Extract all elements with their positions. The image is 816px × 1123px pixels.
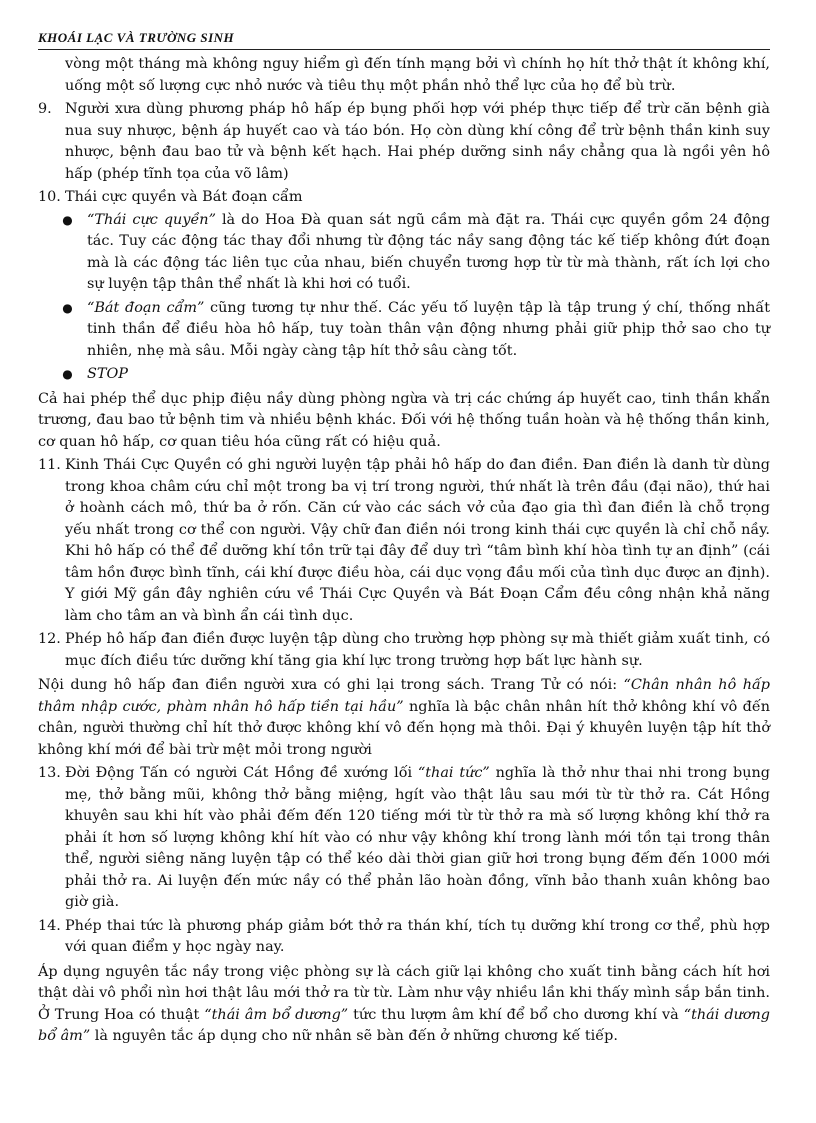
- term-bat-doan-cam: “Bát đoạn cẩm”: [87, 299, 205, 316]
- item-text: Phép thai tức là phương pháp giảm bớt thở ra thán khí, tích tụ dưỡng khí trong cơ thể, phù hợp với quan điểm y học ngày nay.: [65, 917, 770, 955]
- term-thai-cuc-quyen: “Thái cực quyền”: [87, 211, 216, 228]
- paragraph: [38, 675, 770, 761]
- text-run: nghĩa là thở như thai nhi trong bụng mẹ, thở bằng mũi, không thở bằng miệng, hgít vào thật lâu sau mới từ từ thở ra. Cát Hồng khuyên sau khi hít vào phải đếm đến 120 tiếng mới từ từ thở ra mà số lượng không khí thở ra phải ít hơn số lượng không khí hít vào có như vậy không khí trong lành mới tồn tại trong thân thể, người siêng năng luyện tập có thể kéo dài thời gian giữ hơi trong bụng đếm đến 1000 mới phải thở ra. Ai luyện đến mức nầy có thể phản lão hoàn đồng, vĩnh bảo thanh xuân không bao giờ già.: [65, 765, 770, 910]
- list-item-text: cũng tương tự như thế. Các yếu tố luyện tập là tập trung ý chí, thống nhất tinh thần để điều hòa hô hấp, tuy toàn thân vận động nhưng phải giữ phịp thở sao cho tự nhiên, nhẹ mà sâu. Mỗi ngày càng tập hít thở sâu càng tốt.: [87, 299, 770, 359]
- item-text: Phép hô hấp đan điền được luyện tập dùng cho trường hợp phòng sự mà thiết giảm xuất tinh, có mục đích điều tức dưỡng khí tăng gia khí lực trong trường hợp bất lực hành sự.: [65, 631, 770, 669]
- bullet-list: [38, 210, 770, 386]
- item-number: 10.: [38, 189, 61, 205]
- item-text: Kinh Thái Cực Quyền có ghi người luyện tập phải hô hấp do đan điền. Đan điền là danh từ dùng trong khoa châm cứu chỉ một trong ba vị trí trong người, thứ nhất là trên đầu (đại não), thứ hai ở hoành cách mô, thứ ba ở rốn. Căn cứ vào các sách vở của đạo gia thì đan điền là chỗ trọng yếu nhất trong cơ thể con người. Vậy chữ đan điền nói trong kinh thái cực quyền là chỉ chỗ nầy. Khi hô hấp có thể để dưỡng khí tồn trữ tại đây để duy trì “tâm bình khí hòa tình tự an định” (cái tâm hồn được bình tĩnh, cái khí được điều hòa, cái dục vọng đầu mối của tình dục được an định). Y giới Mỹ gần đây nghiên cứu về Thái Cực Quyền và Bát Đoạn Cẩm đều công nhận khả năng làm cho tâm an và bình ẩn cái tình dục.: [65, 457, 770, 624]
- stop-label: STOP: [87, 366, 128, 382]
- numbered-item-12: [38, 629, 770, 672]
- numbered-item-14: [38, 916, 770, 959]
- bullet-icon: ●: [62, 300, 73, 315]
- text-run: Đời Động Tấn có người Cát Hồng đề xướng lối: [65, 765, 418, 781]
- bullet-icon: ●: [62, 212, 73, 227]
- item-text: Thái cực quyền và Bát đoạn cẩm: [65, 189, 303, 205]
- item-number: 14.: [38, 917, 61, 934]
- running-header: KHOÁI LẠC VÀ TRƯỜNG SINH: [38, 30, 770, 50]
- item-number: 11.: [38, 457, 61, 473]
- text-run: tức thu lượm âm khí để bổ cho dương khí và: [348, 1006, 684, 1023]
- paragraph: Cả hai phép thể dục phịp điệu nầy dùng phòng ngừa và trị các chứng áp huyết cao, tinh thần khẩn trương, đau bao tử bệnh tim và nhiều bệnh khác. Đối với hệ thống tuần hoàn và hệ thống thần kinh, cơ quan hô hấp, cơ quan tiêu hóa cũng rất có hiệu quả.: [38, 390, 770, 450]
- list-item-text: là do Hoa Đà quan sát ngũ cầm mà đặt ra. Thái cực quyền gồm 24 động tác. Tuy các động tác thay đổi nhưng từ động tác nầy sang động tác kế tiếp không đứt đoạn mà là các động tác liên tục của nhau, biến chuyển tương hợp từ từ mà thành, rất ích lợi cho sự luyện tập thân thể nhất là khi hơi có tuổi.: [87, 211, 771, 292]
- item-number: 13.: [38, 765, 61, 781]
- bullet-icon: ●: [62, 367, 73, 381]
- text-run: nghĩa là bậc chân nhân hít thở không khí vô đến chân, người thường chỉ hít thở được không khí vô đến họng mà thôi. Đại ý khuyên luyện tập hít thở không khí mới để bài trừ mệt mỏi trong người: [38, 698, 771, 758]
- item-number: 12.: [38, 631, 61, 647]
- term-thai-tuc: “thai tức”: [417, 765, 490, 781]
- numbered-item-10: [38, 187, 770, 209]
- list-item: [38, 210, 770, 296]
- item-number: 9.: [38, 101, 52, 117]
- list-item: [38, 298, 770, 363]
- text-run: là nguyên tắc áp dụng cho nữ nhân sẽ bàn đến ở những chương kế tiếp.: [90, 1028, 618, 1044]
- term-thai-am-bo-duong: “thái âm bổ dương”: [204, 1006, 349, 1023]
- list-item: [38, 364, 770, 386]
- document-page: [38, 30, 770, 1048]
- term-thai-duong-bo-am: “thái dương bổ âm”: [38, 1006, 770, 1044]
- item-text: [65, 763, 770, 914]
- numbered-item-9: [38, 99, 770, 185]
- numbered-item-13: [38, 763, 770, 914]
- quote-trang-tu: “Chân nhân hô hấp thâm nhập cước, phàm nhân hô hấp tiền tại hầu”: [38, 677, 770, 715]
- text-run: Áp dụng nguyên tắc nầy trong việc phòng sự là cách giữ lại không cho xuất tinh bằng cách hít hơi thật dài vô phổi nìn hơi thật lâu mới thở ra từ từ. Làm như vậy nhiều lần khi thấy mình sắp bắn tinh. Ở Trung Hoa có thuật: [38, 963, 770, 1023]
- intro-continuation: vòng một tháng mà không nguy hiểm gì đến tính mạng bởi vì chính họ hít thở thật ít không khí, uống một số lượng cực nhỏ nước và tiêu thụ một phần nhỏ thể lực của họ để bù trừ.: [65, 56, 770, 94]
- text-run: Nội dung hô hấp đan điền người xưa có ghi lại trong sách. Trang Tử có nói:: [38, 677, 624, 693]
- paragraph: [38, 962, 770, 1048]
- numbered-item-11: [38, 455, 770, 627]
- item-text: Người xưa dùng phương pháp hô hấp ép bụng phối hợp với phép thực tiếp để trừ căn bệnh già nua suy nhược, bệnh áp huyết cao và táo bón. Họ còn dùng khí công để trừ bệnh thần kinh suy nhược, bệnh đau bao tử và bệnh kết hạch. Hai phép dưỡng sinh nầy chẳng qua là ngồi yên hô hấp (phép tĩnh tọa của võ lâm): [65, 101, 770, 182]
